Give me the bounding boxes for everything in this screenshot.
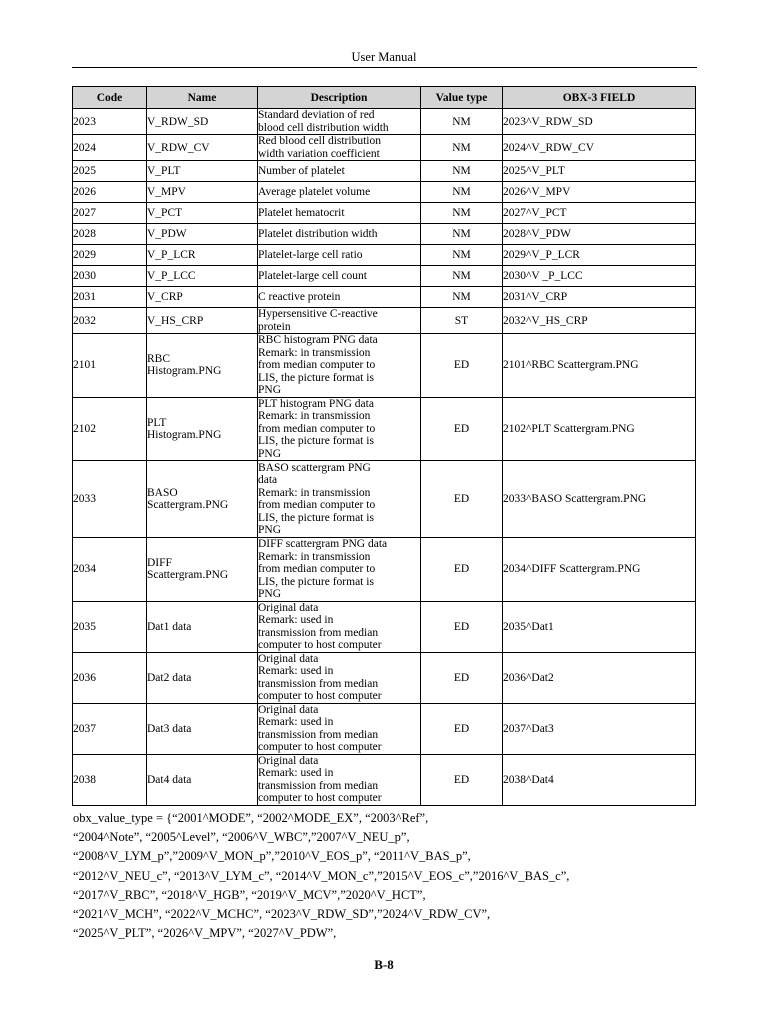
cell-obx3-field — [503, 266, 696, 287]
cell-value-type-text: ED — [453, 722, 470, 735]
cell-value-type — [421, 287, 503, 308]
cell-name-text: V_MPV — [147, 186, 186, 198]
cell-obx3-field — [503, 203, 696, 224]
cell-code-text: 2026 — [73, 186, 96, 198]
cell-value-type — [421, 754, 503, 805]
cell-obx3-field-text: 2102^PLT Scattergram.PNG — [503, 422, 635, 435]
cell-code — [73, 245, 147, 266]
cell-code — [73, 109, 147, 135]
cell-code — [73, 538, 147, 602]
cell-obx3-field — [503, 182, 696, 203]
cell-code — [73, 334, 147, 398]
table-header-row — [73, 87, 696, 109]
cell-obx3-field — [503, 538, 696, 602]
cell-value-type-text: NM — [452, 270, 471, 282]
cell-name — [147, 287, 258, 308]
cell-code-text: 2028 — [73, 228, 96, 240]
cell-name-text: V_RDW_SD — [147, 115, 209, 128]
table-row — [73, 334, 696, 398]
cell-description — [258, 334, 421, 398]
cell-code — [73, 308, 147, 334]
cell-obx3-field — [503, 703, 696, 754]
cell-obx3-field-text: 2029^V_P_LCR — [503, 249, 580, 261]
cell-description — [258, 703, 421, 754]
page-number: B-8 — [374, 957, 394, 972]
obx-line: “2008^V_LYM_p”,”2009^V_MON_p”,”2010^V_EOS_p”, “2011^V_BAS_p”, — [73, 849, 471, 864]
table-body — [73, 109, 696, 806]
cell-name-text: V_PCT — [147, 207, 183, 219]
cell-value-type-text: ED — [453, 620, 470, 633]
cell-value-type-text: NM — [452, 165, 471, 177]
cell-description — [258, 245, 421, 266]
cell-value-type-text: ED — [453, 359, 470, 372]
cell-obx3-field — [503, 245, 696, 266]
cell-description-text: Platelet hematocrit — [258, 206, 345, 219]
cell-obx3-field-text: 2027^V_PCT — [503, 207, 567, 219]
cell-code — [73, 287, 147, 308]
obx-line: “2004^Note”, “2005^Level”, “2006^V_WBC”,”2007^V_NEU_p”, — [73, 830, 410, 845]
cell-code — [73, 461, 147, 538]
cell-obx3-field-text: 2024^V_RDW_CV — [503, 141, 595, 154]
cell-name — [147, 203, 258, 224]
cell-description-text: Original data Remark: used in transmission from median computer to host computer — [258, 652, 382, 702]
obx-line: obx_value_type = {“2001^MODE”, “2002^MODE_EX”, “2003^Ref”, — [73, 811, 429, 825]
cell-code-text: 2025 — [73, 165, 96, 177]
cell-value-type — [421, 135, 503, 161]
cell-description — [258, 652, 421, 703]
cell-obx3-field-text: 2038^Dat4 — [503, 773, 554, 786]
cell-description-text: Original data Remark: used in transmission from median computer to host computer — [258, 754, 382, 804]
cell-value-type-text: NM — [452, 228, 471, 240]
obx-line: “2025^V_PLT”, “2026^V_MPV”, “2027^V_PDW”, — [73, 926, 337, 941]
cell-code-text: 2024 — [73, 141, 96, 154]
cell-description-text: DIFF scattergram PNG data Remark: in transmission from median computer to LIS, the picture format is PNG — [258, 538, 388, 600]
page-header: User Manual — [351, 50, 417, 64]
cell-name — [147, 703, 258, 754]
cell-name-text: V_PLT — [147, 165, 181, 177]
cell-name — [147, 538, 258, 602]
cell-obx3-field-text: 2036^Dat2 — [503, 671, 554, 684]
table-row — [73, 397, 696, 461]
cell-name — [147, 182, 258, 203]
table-row — [73, 601, 696, 652]
table-row — [73, 182, 696, 203]
cell-obx3-field — [503, 601, 696, 652]
cell-code-text: 2036 — [73, 671, 96, 684]
cell-code-text: 2102 — [73, 422, 96, 435]
cell-name-text: DIFF Scattergram.PNG — [147, 557, 229, 582]
cell-description — [258, 203, 421, 224]
cell-value-type — [421, 224, 503, 245]
cell-description — [258, 224, 421, 245]
cell-description — [258, 182, 421, 203]
cell-code — [73, 397, 147, 461]
cell-description-text: Platelet-large cell count — [258, 269, 367, 282]
cell-value-type-text: NM — [452, 207, 471, 219]
cell-description-text: Platelet-large cell ratio — [258, 248, 363, 261]
cell-code — [73, 135, 147, 161]
obx-line: “2017^V_RBC”, “2018^V_HGB”, “2019^V_MCV”,”2020^V_HCT”, — [73, 887, 426, 902]
cell-obx3-field-text: 2037^Dat3 — [503, 722, 554, 735]
cell-name-text: V_CRP — [147, 291, 183, 303]
column-header-code: Code — [73, 87, 147, 109]
cell-name — [147, 601, 258, 652]
column-header-obx3-field: OBX-3 FIELD — [503, 87, 696, 109]
cell-code — [73, 652, 147, 703]
obx-line: “2021^V_MCH”, “2022^V_MCHC”, “2023^V_RDW_SD”,”2024^V_RDW_CV”, — [73, 907, 491, 922]
cell-description-text: Number of platelet — [258, 164, 345, 177]
cell-value-type-text: ED — [453, 671, 470, 684]
cell-description — [258, 601, 421, 652]
cell-name-text: PLT Histogram.PNG — [147, 416, 222, 441]
cell-name-text: V_RDW_CV — [147, 141, 210, 154]
cell-description-text: Platelet distribution width — [258, 227, 378, 240]
table-row — [73, 161, 696, 182]
cell-name-text: Dat1 data — [147, 620, 192, 633]
cell-name — [147, 161, 258, 182]
header-rule — [72, 67, 697, 68]
cell-value-type — [421, 461, 503, 538]
cell-value-type — [421, 266, 503, 287]
cell-name-text: V_P_LCC — [147, 270, 196, 282]
column-header-description: Description — [258, 87, 421, 109]
cell-obx3-field-text: 2028^V_PDW — [503, 228, 572, 240]
cell-code-text: 2037 — [73, 722, 96, 735]
cell-description-text: Red blood cell distribution width variation coefficient — [258, 135, 381, 160]
cell-description-text: Hypersensitive C-reactive protein — [258, 308, 378, 333]
cell-obx3-field-text: 2033^BASO Scattergram.PNG — [503, 493, 647, 505]
table-row — [73, 308, 696, 334]
cell-name — [147, 245, 258, 266]
table-row — [73, 266, 696, 287]
cell-obx3-field-text: 2034^DIFF Scattergram.PNG — [503, 563, 641, 576]
table-row — [73, 245, 696, 266]
cell-obx3-field — [503, 109, 696, 135]
cell-name-text: Dat3 data — [147, 722, 192, 735]
cell-description — [258, 266, 421, 287]
column-header-value-type: Value type — [421, 87, 503, 109]
cell-name — [147, 224, 258, 245]
table-row — [73, 135, 696, 161]
cell-description-text: Original data Remark: used in transmission from median computer to host computer — [258, 601, 382, 651]
cell-code-text: 2023 — [73, 115, 96, 128]
cell-obx3-field — [503, 135, 696, 161]
table-row — [73, 224, 696, 245]
cell-obx3-field-text: 2031^V_CRP — [503, 291, 568, 303]
table-row — [73, 203, 696, 224]
cell-code-text: 2032 — [73, 314, 96, 327]
cell-description-text: Standard deviation of red blood cell distribution width — [258, 109, 389, 134]
cell-obx3-field — [503, 161, 696, 182]
cell-name — [147, 397, 258, 461]
cell-name — [147, 308, 258, 334]
cell-description — [258, 109, 421, 135]
cell-value-type-text: ED — [453, 563, 470, 576]
cell-code-text: 2031 — [73, 291, 96, 303]
cell-code — [73, 161, 147, 182]
cell-description — [258, 461, 421, 538]
cell-code-text: 2038 — [73, 773, 96, 786]
cell-name-text: V_HS_CRP — [147, 314, 204, 327]
cell-code-text: 2029 — [73, 249, 96, 261]
cell-obx3-field-text: 2025^V_PLT — [503, 165, 565, 177]
cell-value-type-text: ED — [453, 493, 470, 505]
cell-description — [258, 135, 421, 161]
cell-value-type — [421, 203, 503, 224]
cell-value-type-text: NM — [452, 141, 471, 154]
cell-name-text: BASO Scattergram.PNG — [147, 487, 229, 511]
cell-value-type-text: ED — [453, 773, 470, 786]
cell-obx3-field — [503, 334, 696, 398]
cell-code-text: 2101 — [73, 359, 96, 372]
cell-code — [73, 203, 147, 224]
cell-code — [73, 266, 147, 287]
cell-value-type — [421, 652, 503, 703]
cell-code — [73, 224, 147, 245]
cell-name-text: V_PDW — [147, 228, 187, 240]
cell-value-type-text: NM — [452, 249, 471, 261]
cell-value-type-text: NM — [452, 115, 471, 128]
cell-value-type — [421, 245, 503, 266]
cell-value-type-text: ST — [454, 314, 469, 327]
cell-description-text: Original data Remark: used in transmission from median computer to host computer — [258, 703, 382, 753]
cell-code — [73, 703, 147, 754]
cell-obx3-field — [503, 754, 696, 805]
cell-description — [258, 397, 421, 461]
cell-value-type — [421, 703, 503, 754]
cell-obx3-field-text: 2023^V_RDW_SD — [503, 115, 593, 128]
cell-value-type — [421, 397, 503, 461]
cell-obx3-field-text: 2026^V_MPV — [503, 186, 571, 198]
column-header-name: Name — [147, 87, 258, 109]
cell-obx3-field-text: 2030^V _P_LCC — [503, 270, 583, 282]
cell-name — [147, 652, 258, 703]
cell-code-text: 2030 — [73, 270, 96, 282]
cell-name — [147, 266, 258, 287]
cell-value-type — [421, 161, 503, 182]
cell-obx3-field — [503, 308, 696, 334]
cell-description — [258, 161, 421, 182]
cell-obx3-field — [503, 461, 696, 538]
table-row — [73, 287, 696, 308]
cell-name — [147, 135, 258, 161]
cell-obx3-field-text: 2101^RBC Scattergram.PNG — [503, 359, 639, 372]
cell-name — [147, 754, 258, 805]
cell-description — [258, 287, 421, 308]
cell-value-type — [421, 334, 503, 398]
cell-description-text: Average platelet volume — [258, 185, 371, 198]
table-row — [73, 652, 696, 703]
cell-value-type — [421, 601, 503, 652]
cell-description-text: PLT histogram PNG data Remark: in transmission from median computer to LIS, the picture format is PNG — [258, 397, 376, 460]
cell-value-type-text: NM — [452, 186, 471, 198]
cell-name — [147, 334, 258, 398]
cell-name-text: Dat4 data — [147, 773, 192, 786]
cell-obx3-field — [503, 652, 696, 703]
cell-obx3-field — [503, 287, 696, 308]
cell-value-type — [421, 109, 503, 135]
table-row — [73, 109, 696, 135]
cell-name-text: RBC Histogram.PNG — [147, 353, 222, 378]
cell-name — [147, 109, 258, 135]
cell-obx3-field-text: 2035^Dat1 — [503, 620, 554, 633]
cell-code-text: 2034 — [73, 563, 96, 576]
table-row — [73, 754, 696, 805]
table-row — [73, 461, 696, 538]
cell-description-text: C reactive protein — [258, 290, 341, 303]
cell-name — [147, 461, 258, 538]
cell-obx3-field — [503, 397, 696, 461]
cell-value-type — [421, 182, 503, 203]
cell-value-type-text: NM — [452, 291, 471, 303]
cell-description — [258, 754, 421, 805]
cell-code-text: 2035 — [73, 620, 96, 633]
cell-code-text: 2027 — [73, 207, 96, 219]
cell-value-type — [421, 538, 503, 602]
cell-description — [258, 308, 421, 334]
cell-value-type — [421, 308, 503, 334]
cell-code — [73, 182, 147, 203]
cell-name-text: Dat2 data — [147, 671, 192, 684]
table-row — [73, 703, 696, 754]
cell-description-text: BASO scattergram PNG data Remark: in transmission from median computer to LIS, the picture format is PNG — [258, 461, 376, 536]
obx-value-type-list — [73, 809, 695, 943]
cell-code-text: 2033 — [73, 493, 96, 505]
obx-code-table — [72, 86, 696, 806]
obx-line: “2012^V_NEU_c”, “2013^V_LYM_c”, “2014^V_MON_c”,”2015^V_EOS_c”,”2016^V_BAS_c”, — [73, 868, 570, 883]
cell-value-type-text: ED — [453, 422, 470, 435]
table-row — [73, 538, 696, 602]
cell-obx3-field-text: 2032^V_HS_CRP — [503, 314, 588, 327]
cell-name-text: V_P_LCR — [147, 249, 196, 261]
cell-code — [73, 601, 147, 652]
cell-obx3-field — [503, 224, 696, 245]
cell-code — [73, 754, 147, 805]
cell-description — [258, 538, 421, 602]
cell-description-text: RBC histogram PNG data Remark: in transmission from median computer to LIS, the picture format is PNG — [258, 334, 378, 396]
